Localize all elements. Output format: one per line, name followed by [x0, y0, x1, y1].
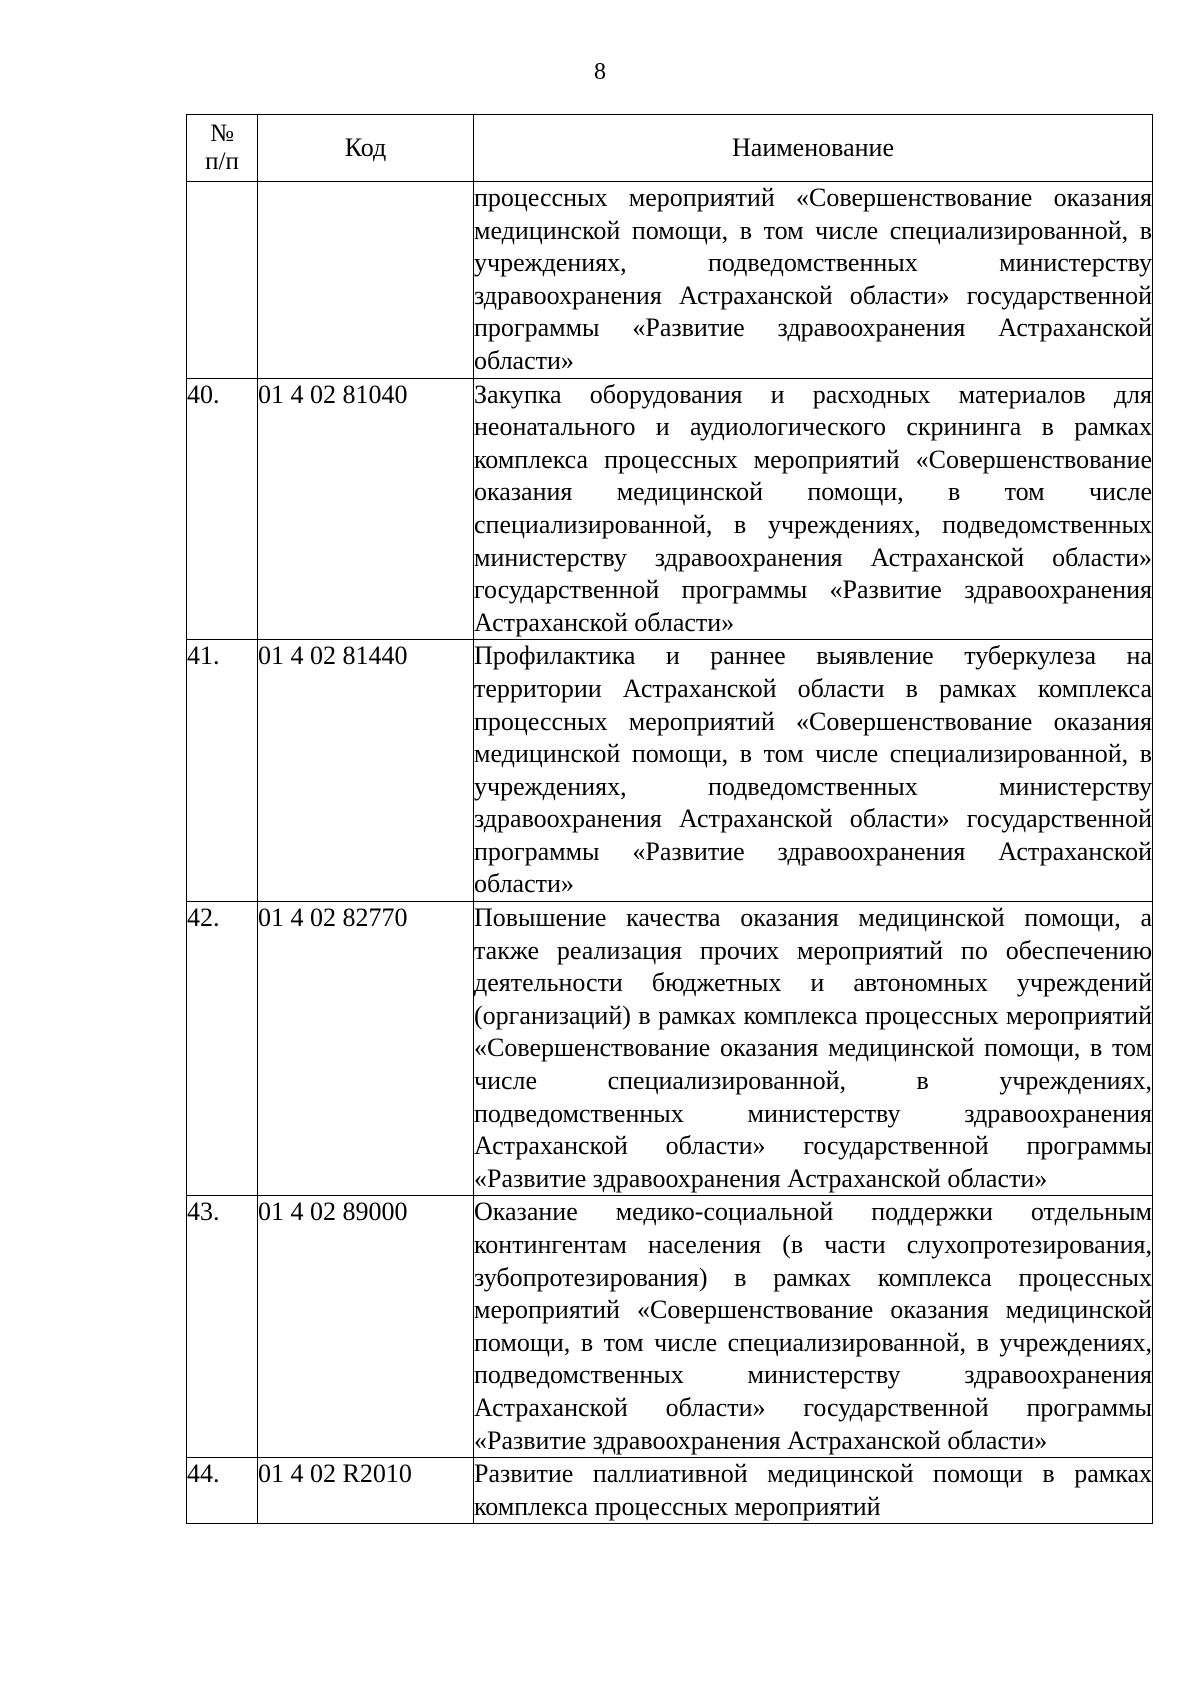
header-code: Код	[258, 115, 474, 182]
header-number	[187, 115, 258, 182]
table-row	[187, 640, 1153, 902]
header-number-sign: №	[210, 120, 234, 147]
table-row	[187, 902, 1153, 1196]
row-number	[187, 182, 258, 379]
row-code	[258, 182, 474, 379]
row-number: 42.	[187, 902, 258, 1196]
table-row	[187, 1196, 1153, 1458]
row-name: Закупка оборудования и расходных материалов для неонатального и аудиологического скрининга в рамках комплекса процессных мероприятий «Совершенствование оказания медицинской помощи, в том числе специализированной, в учреждениях, подведомственных министерству здравоохранения Астраханской области» государственной программы «Развитие здравоохранения Астраханской области»	[474, 378, 1153, 640]
row-code: 01 4 02 89000	[258, 1196, 474, 1458]
row-number: 44.	[187, 1458, 258, 1524]
classification-table	[186, 114, 1153, 1524]
row-code: 01 4 02 81040	[258, 378, 474, 640]
page-number: 8	[594, 59, 606, 85]
row-name: процессных мероприятий «Совершенствование оказания медицинской помощи, в том числе специализированной, в учреждениях, подведомственных министерству здравоохранения Астраханской области» государственной программы «Развитие здравоохранения Астраханской области»	[474, 182, 1153, 379]
row-code: 01 4 02 81440	[258, 640, 474, 902]
header-name: Наименование	[474, 115, 1153, 182]
row-code: 01 4 02 R2010	[258, 1458, 474, 1524]
row-name: Повышение качества оказания медицинской помощи, а также реализация прочих мероприятий по обеспечению деятельности бюджетных и автономных учреждений (организаций) в рамках комплекса процессных мероприятий «Совершенствование оказания медицинской помощи, в том числе специализированной, в учреждениях, подведомственных министерству здравоохранения Астраханской области» государственной программы «Развитие здравоохранения Астраханской области»	[474, 902, 1153, 1196]
row-number: 43.	[187, 1196, 258, 1458]
row-code: 01 4 02 82770	[258, 902, 474, 1196]
row-name: Развитие паллиативной медицинской помощи в рамках комплекса процессных мероприятий	[474, 1458, 1153, 1524]
table-row	[187, 182, 1153, 379]
table-row	[187, 1458, 1153, 1524]
row-number: 40.	[187, 378, 258, 640]
row-name: Профилактика и раннее выявление туберкулеза на территории Астраханской области в рамках комплекса процессных мероприятий «Совершенствование оказания медицинской помощи, в том числе специализированной, в учреждениях, подведомственных министерству здравоохранения Астраханской области» государственной программы «Развитие здравоохранения Астраханской области»	[474, 640, 1153, 902]
row-name: Оказание медико-социальной поддержки отдельным контингентам населения (в части слухопротезирования, зубопротезирования) в рамках комплекса процессных мероприятий «Совершенствование оказания медицинской помощи, в том числе специализированной, в учреждениях, подведомственных министерству здравоохранения Астраханской области» государственной программы «Развитие здравоохранения Астраханской области»	[474, 1196, 1153, 1458]
table-row	[187, 378, 1153, 640]
table-header-row	[187, 115, 1153, 182]
row-number: 41.	[187, 640, 258, 902]
header-number-abbrev: п/п	[205, 148, 239, 175]
